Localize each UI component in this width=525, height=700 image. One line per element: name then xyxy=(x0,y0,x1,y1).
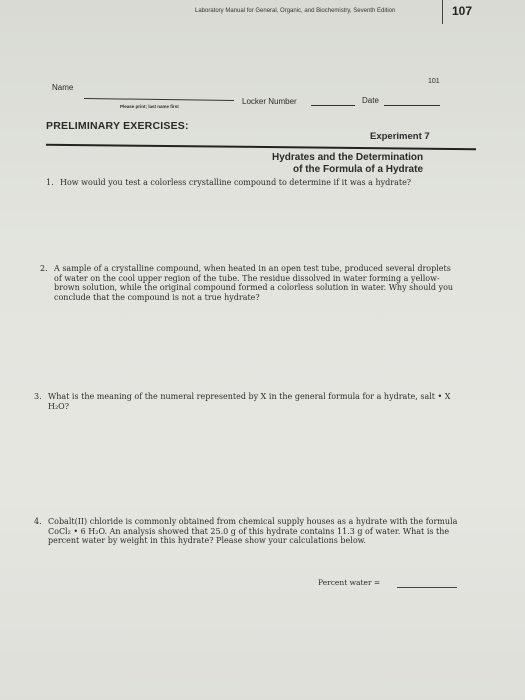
question-1 xyxy=(46,178,476,188)
date-field-line[interactable] xyxy=(384,105,440,106)
question-2 xyxy=(40,264,458,302)
date-label: Date xyxy=(362,96,379,105)
question-3 xyxy=(34,392,460,411)
experiment-title-line2: of the Formula of a Hydrate xyxy=(293,164,424,175)
name-label: Name xyxy=(52,83,74,92)
running-header: Laboratory Manual for General, Organic, and Biochemistry, Seventh Edition xyxy=(195,8,396,14)
experiment-number: Experiment 7 xyxy=(370,131,430,142)
form-number: 101 xyxy=(428,78,440,85)
question-4 xyxy=(34,517,462,546)
question-number: 4. xyxy=(34,517,42,526)
name-instruction: Please print; last name first xyxy=(120,104,179,109)
question-text: A sample of a crystalline compound, when heated in an open test tube, produced several droplets of water on the cool upper region of the tube. The residue dissolved in water forming a yellow-brown solution, while the original compound formed a colorless solution in water. Why should you conclude that the compound is not a true hydrate? xyxy=(54,264,454,302)
question-number: 2. xyxy=(40,264,48,273)
page-number: 107 xyxy=(452,4,473,18)
question-number: 3. xyxy=(34,392,42,401)
locker-number-label: Locker Number xyxy=(242,97,297,106)
question-text: What is the meaning of the numeral represented by X in the general formula for a hydrate, salt • X H₂O? xyxy=(48,392,451,411)
name-field-line[interactable] xyxy=(84,98,234,101)
page-number-divider xyxy=(442,0,443,24)
question-number: 1. xyxy=(46,178,54,187)
percent-water-answer-line[interactable] xyxy=(397,587,457,588)
question-text: How would you test a colorless crystalline compound to determine if it was a hydrate? xyxy=(60,178,412,187)
locker-number-field-line[interactable] xyxy=(311,105,355,106)
section-divider xyxy=(46,144,476,151)
percent-water-label: Percent water = xyxy=(318,578,381,587)
experiment-title-line1: Hydrates and the Determination xyxy=(272,152,424,163)
section-title: PRELIMINARY EXERCISES: xyxy=(46,120,189,132)
question-text: Cobalt(II) chloride is commonly obtained from chemical supply houses as a hydrate with the formula CoCl₂ • 6 H₂O. An analysis showed that 25.0 g of this hydrate contains 11.3 g of water. What is the percent water by weight in this hydrate? Please show your calculations below. xyxy=(48,517,458,545)
